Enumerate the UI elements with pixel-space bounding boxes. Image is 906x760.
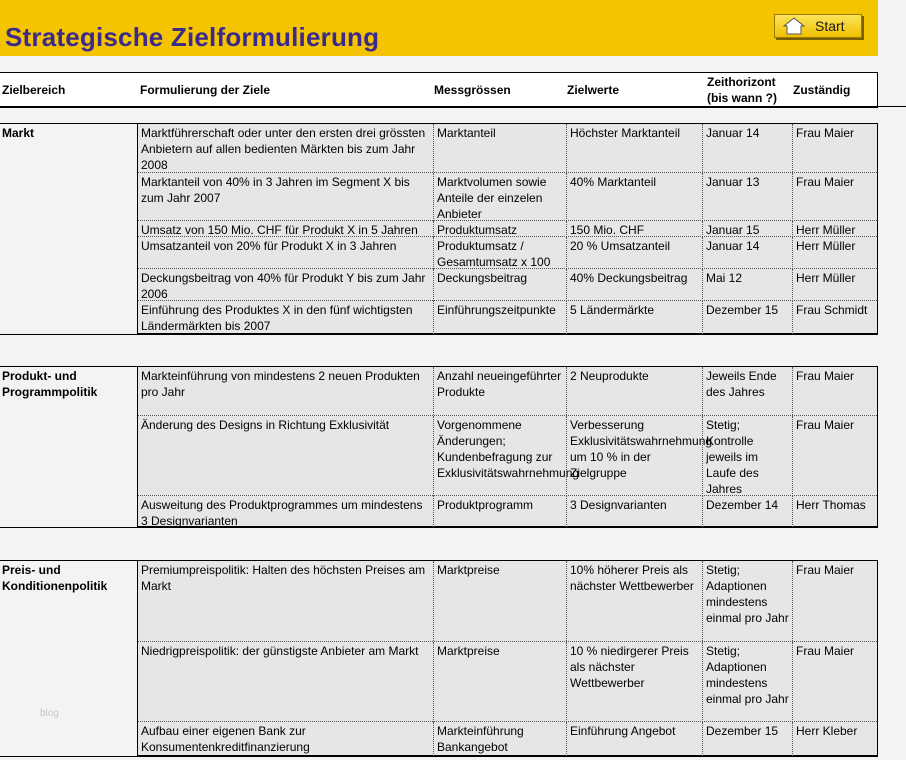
- cell-zeithorizont: Stetig; Adaptionen mindestens einmal pro Jahr: [702, 561, 792, 641]
- cell-zustaendig: Herr Müller: [792, 221, 877, 237]
- cell-messgroesse: Vorgenommene Änderungen; Kundenbefragung zur Exklusivitätswahrnehmung: [433, 416, 566, 496]
- cell-zielwert: Höchster Marktanteil: [566, 124, 702, 172]
- table-row: [138, 561, 877, 641]
- cell-messgroesse: Marktvolumen sowie Anteile der einzelen Anbieter: [433, 173, 566, 221]
- header-messgroessen: Messgrössen: [434, 83, 511, 97]
- cell-messgroesse: Anzahl neueingeführter Produkte: [433, 367, 566, 415]
- watermark: blog: [40, 708, 59, 719]
- cell-formulierung: Marktanteil von 40% in 3 Jahren im Segment X bis zum Jahr 2007: [141, 175, 410, 205]
- cell-zeithorizont: Dezember 15: [702, 301, 792, 334]
- cell-zielwert: 10 % niedirgerer Preis als nächster Wettbewerber: [566, 642, 702, 722]
- cell-zielwert: 150 Mio. CHF: [566, 221, 702, 237]
- table-row: [138, 172, 877, 221]
- cell-zielwert: 40% Deckungsbeitrag: [566, 269, 702, 301]
- cell-zielwert: Einführung Angebot: [566, 722, 702, 756]
- cell-messgroesse: Marktpreise: [433, 642, 566, 722]
- cell-zielwert: 2 Neuprodukte: [566, 367, 702, 415]
- cell-formulierung: Ausweitung des Produktprogrammes um mindestens 3 Designvarianten: [141, 498, 423, 528]
- cell-messgroesse: Produktumsatz: [433, 221, 566, 237]
- cell-zeithorizont: Stetig; Adaptionen mindestens einmal pro Jahr: [702, 642, 792, 722]
- section-label-line1: Preis- und: [2, 563, 61, 577]
- cell-zeithorizont: Januar 14: [702, 124, 792, 172]
- cell-zeithorizont: Jeweils Ende des Jahres: [702, 367, 792, 415]
- header-zeithorizont: [707, 74, 777, 106]
- table-row: [138, 268, 877, 301]
- section-label: [2, 125, 34, 141]
- cell-zustaendig: Herr Müller: [792, 237, 877, 269]
- table-row: [138, 236, 877, 269]
- cell-formulierung: Niedrigpreispolitik: der günstigste Anbieter am Markt: [141, 644, 419, 658]
- cell-zustaendig: Herr Kleber: [792, 722, 877, 756]
- cell-zustaendig: Frau Maier: [792, 367, 877, 415]
- cell-zeithorizont: Januar 14: [702, 237, 792, 269]
- header-zeithorizont-line2: (bis wann ?): [707, 91, 777, 105]
- cell-formulierung: Marktführerschaft oder unter den ersten drei grössten Anbietern auf allen bedienten Märkten bis zum Jahr 2008: [141, 126, 426, 172]
- cell-formulierung: Einführung des Produktes X in den fünf wichtigsten Ländermärkten bis 2007: [141, 303, 413, 333]
- header-zielbereich: Zielbereich: [2, 83, 66, 97]
- table-row: [138, 367, 877, 415]
- cell-messgroesse: Markteinführung Bankangebot: [433, 722, 566, 756]
- cell-zielwert: 3 Designvarianten: [566, 496, 702, 527]
- page-title: Strategische Zielformulierung: [5, 22, 380, 52]
- cell-zielwert: 5 Ländermärkte: [566, 301, 702, 334]
- section-label-line2: Programmpolitik: [2, 385, 98, 399]
- cell-zustaendig: Frau Schmidt: [792, 301, 877, 334]
- cell-formulierung: Premiumpreispolitik: Halten des höchsten Preises am Markt: [141, 563, 426, 593]
- header-formulierung: Formulierung der Ziele: [140, 83, 271, 97]
- section-label: [2, 368, 97, 400]
- table-row: [138, 300, 877, 334]
- cell-zeithorizont: Stetig; Kontrolle jeweils im Laufe des Jahres: [702, 416, 792, 496]
- cell-zielwert: 40% Marktanteil: [566, 173, 702, 221]
- cell-zustaendig: Herr Müller: [792, 269, 877, 301]
- cell-zustaendig: Frau Maier: [792, 124, 877, 172]
- section-grid: [137, 560, 878, 756]
- cell-zustaendig: Frau Maier: [792, 173, 877, 221]
- section-label-line1: Markt: [2, 126, 35, 140]
- cell-messgroesse: Produktumsatz / Gesamtumsatz x 100: [433, 237, 566, 269]
- cell-formulierung: Umsatzanteil von 20% für Produkt X in 3 Jahren: [141, 239, 397, 253]
- section-label: [2, 562, 107, 594]
- cell-zustaendig: Frau Maier: [792, 561, 877, 641]
- header-divider: [0, 106, 906, 107]
- cell-formulierung: Umsatz von 150 Mio. CHF für Produkt X in 5 Jahren: [141, 223, 418, 237]
- cell-zielwert: Verbesserung Exklusivitätswahrnehmung um 10 % in der Zielgruppe: [566, 416, 702, 496]
- house-icon: [783, 17, 805, 35]
- cell-zustaendig: Herr Thomas: [792, 496, 877, 527]
- table-row: [138, 641, 877, 722]
- section-grid: [137, 366, 878, 527]
- cell-messgroesse: Deckungsbeitrag: [433, 269, 566, 301]
- start-button[interactable]: [774, 14, 862, 38]
- header-zustaendig: Zuständig: [793, 83, 851, 97]
- cell-formulierung: Aufbau einer eigenen Bank zur Konsumentenkreditfinanzierung: [141, 724, 310, 754]
- cell-zustaendig: Frau Maier: [792, 642, 877, 722]
- cell-zeithorizont: Dezember 14: [702, 496, 792, 527]
- header-zeithorizont-line1: Zeithorizont: [707, 75, 776, 89]
- cell-messgroesse: Produktprogramm: [433, 496, 566, 527]
- header-zielwerte: Zielwerte: [567, 83, 620, 97]
- cell-messgroesse: Marktanteil: [433, 124, 566, 172]
- cell-zeithorizont: Mai 12: [702, 269, 792, 301]
- cell-formulierung: Markteinführung von mindestens 2 neuen Produkten pro Jahr: [141, 369, 420, 399]
- cell-formulierung: Deckungsbeitrag von 40% für Produkt Y bis zum Jahr 2006: [141, 271, 426, 301]
- section-grid: [137, 123, 878, 334]
- section-label-line1: Produkt- und: [2, 369, 77, 383]
- cell-messgroesse: Einführungszeitpunkte: [433, 301, 566, 334]
- section-label-line2: Konditionenpolitik: [2, 579, 108, 593]
- cell-zustaendig: Frau Maier: [792, 416, 877, 496]
- table-row: [138, 220, 877, 237]
- table-row: [138, 124, 877, 172]
- cell-zeithorizont: Januar 13: [702, 173, 792, 221]
- start-button-label: Start: [815, 18, 845, 34]
- cell-zielwert: 20 % Umsatzanteil: [566, 237, 702, 269]
- cell-messgroesse: Marktpreise: [433, 561, 566, 641]
- cell-zielwert: 10% höherer Preis als nächster Wettbewerber: [566, 561, 702, 641]
- table-row: [138, 415, 877, 496]
- cell-zeithorizont: Januar 15: [702, 221, 792, 237]
- table-row: [138, 721, 877, 756]
- cell-formulierung: Änderung des Designs in Richtung Exklusivität: [141, 418, 390, 432]
- cell-zeithorizont: Dezember 15: [702, 722, 792, 756]
- table-row: [138, 495, 877, 527]
